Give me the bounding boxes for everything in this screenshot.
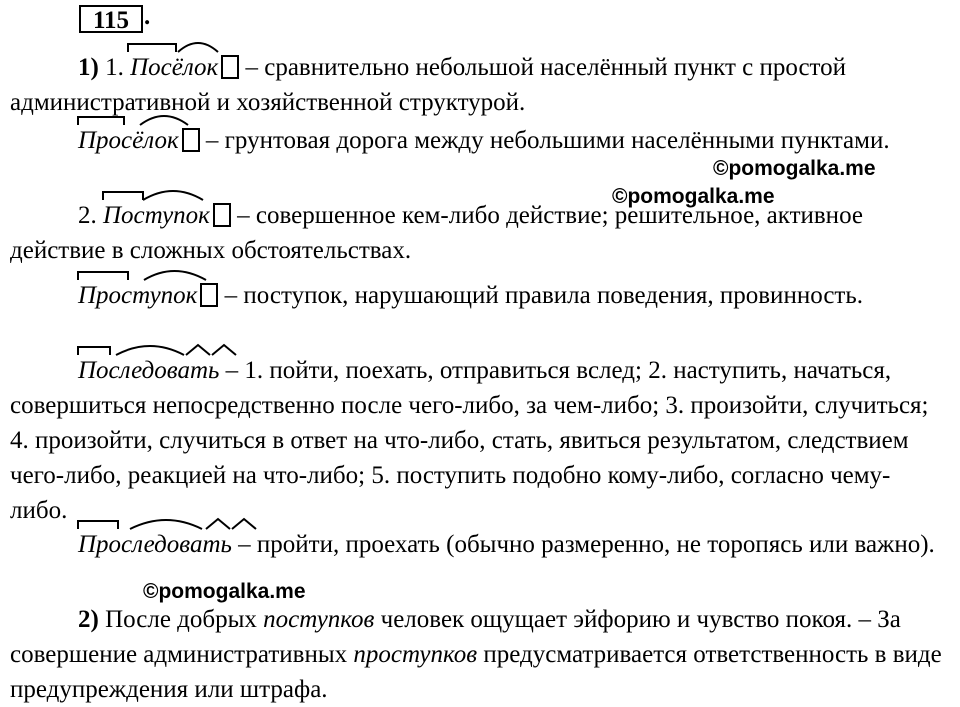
definition-text: – грунтовая дорога между небольшими населёнными пунктами. (205, 127, 890, 154)
morpheme-word (78, 353, 219, 388)
highlighted-word: проступков (353, 641, 478, 668)
watermark: ©pomogalka.me (612, 185, 775, 208)
morpheme-word (78, 123, 200, 158)
definition-posledovat (10, 353, 945, 528)
morpheme-word-text: Поступок (103, 202, 210, 229)
root-arc-icon (74, 515, 264, 545)
exercise-number-dot: . (144, 3, 151, 30)
morpheme-word-text: Посёлок (130, 54, 219, 81)
watermark: ©pomogalka.me (143, 580, 306, 603)
definition-text: – совершенное кем-либо действие; решительное, активное действие в сложных обстоятельствах. (10, 202, 863, 264)
root-arc-icon (126, 38, 216, 54)
morpheme-word-text: Последовать (78, 357, 220, 384)
null-ending-box (221, 55, 239, 79)
watermark: ©pomogalka.me (713, 157, 876, 180)
definition-text: – 1. пойти, поехать, отправиться вслед; 2. наступить, начаться, совершиться непосредственно после чего-либо, за чем-либо; 3. произойти, случиться; 4. произойти, случиться в ответ на что-либо, стать, явиться результатом, следствием чего-либо, реакцией на что-либо; 5. поступить подобно кому-либо, согласно чему-либо. (10, 357, 929, 524)
sentence-text: человек ощущает эйфорию и чувство покоя. – За совершение административных (10, 606, 901, 668)
part2-label: 2) (78, 606, 99, 633)
root-arc-icon (74, 341, 244, 371)
definition-text: – поступок, нарушающий правила поведения, провинность. (224, 282, 863, 309)
definition-poselok (10, 50, 945, 120)
definition-number: 1. (105, 54, 124, 81)
sentence-text: предусматривается ответственность в виде предупреждения или штрафа. (10, 641, 942, 703)
morpheme-word (78, 527, 232, 562)
morpheme-word-text: Проступок (78, 282, 198, 309)
morpheme-word (103, 198, 231, 233)
definition-prostupok (10, 278, 945, 313)
root-arc-icon (74, 111, 194, 141)
highlighted-word: поступков (263, 606, 375, 633)
definition-text: – пройти, проехать (обычно размеренно, не торопясь или важно). (238, 531, 935, 558)
definition-postupok (10, 198, 945, 268)
definition-text: – сравнительно небольшой населённый пункт с простой административной и хозяйственной структурой. (10, 54, 847, 116)
exercise-number: 115 (79, 5, 143, 33)
definition-prosledovat (10, 527, 945, 562)
morpheme-word-text: Просёлок (78, 127, 179, 154)
example-sentences (10, 602, 945, 707)
morpheme-word (78, 278, 218, 313)
part1-label: 1) (78, 54, 99, 81)
definition-number: 2. (78, 202, 97, 229)
morpheme-word (130, 50, 239, 85)
root-arc-icon (99, 186, 219, 216)
morpheme-word-text: Проследовать (78, 531, 232, 558)
root-arc-icon (74, 266, 214, 296)
definition-proselok (10, 123, 945, 158)
sentence-text: После добрых (105, 606, 257, 633)
